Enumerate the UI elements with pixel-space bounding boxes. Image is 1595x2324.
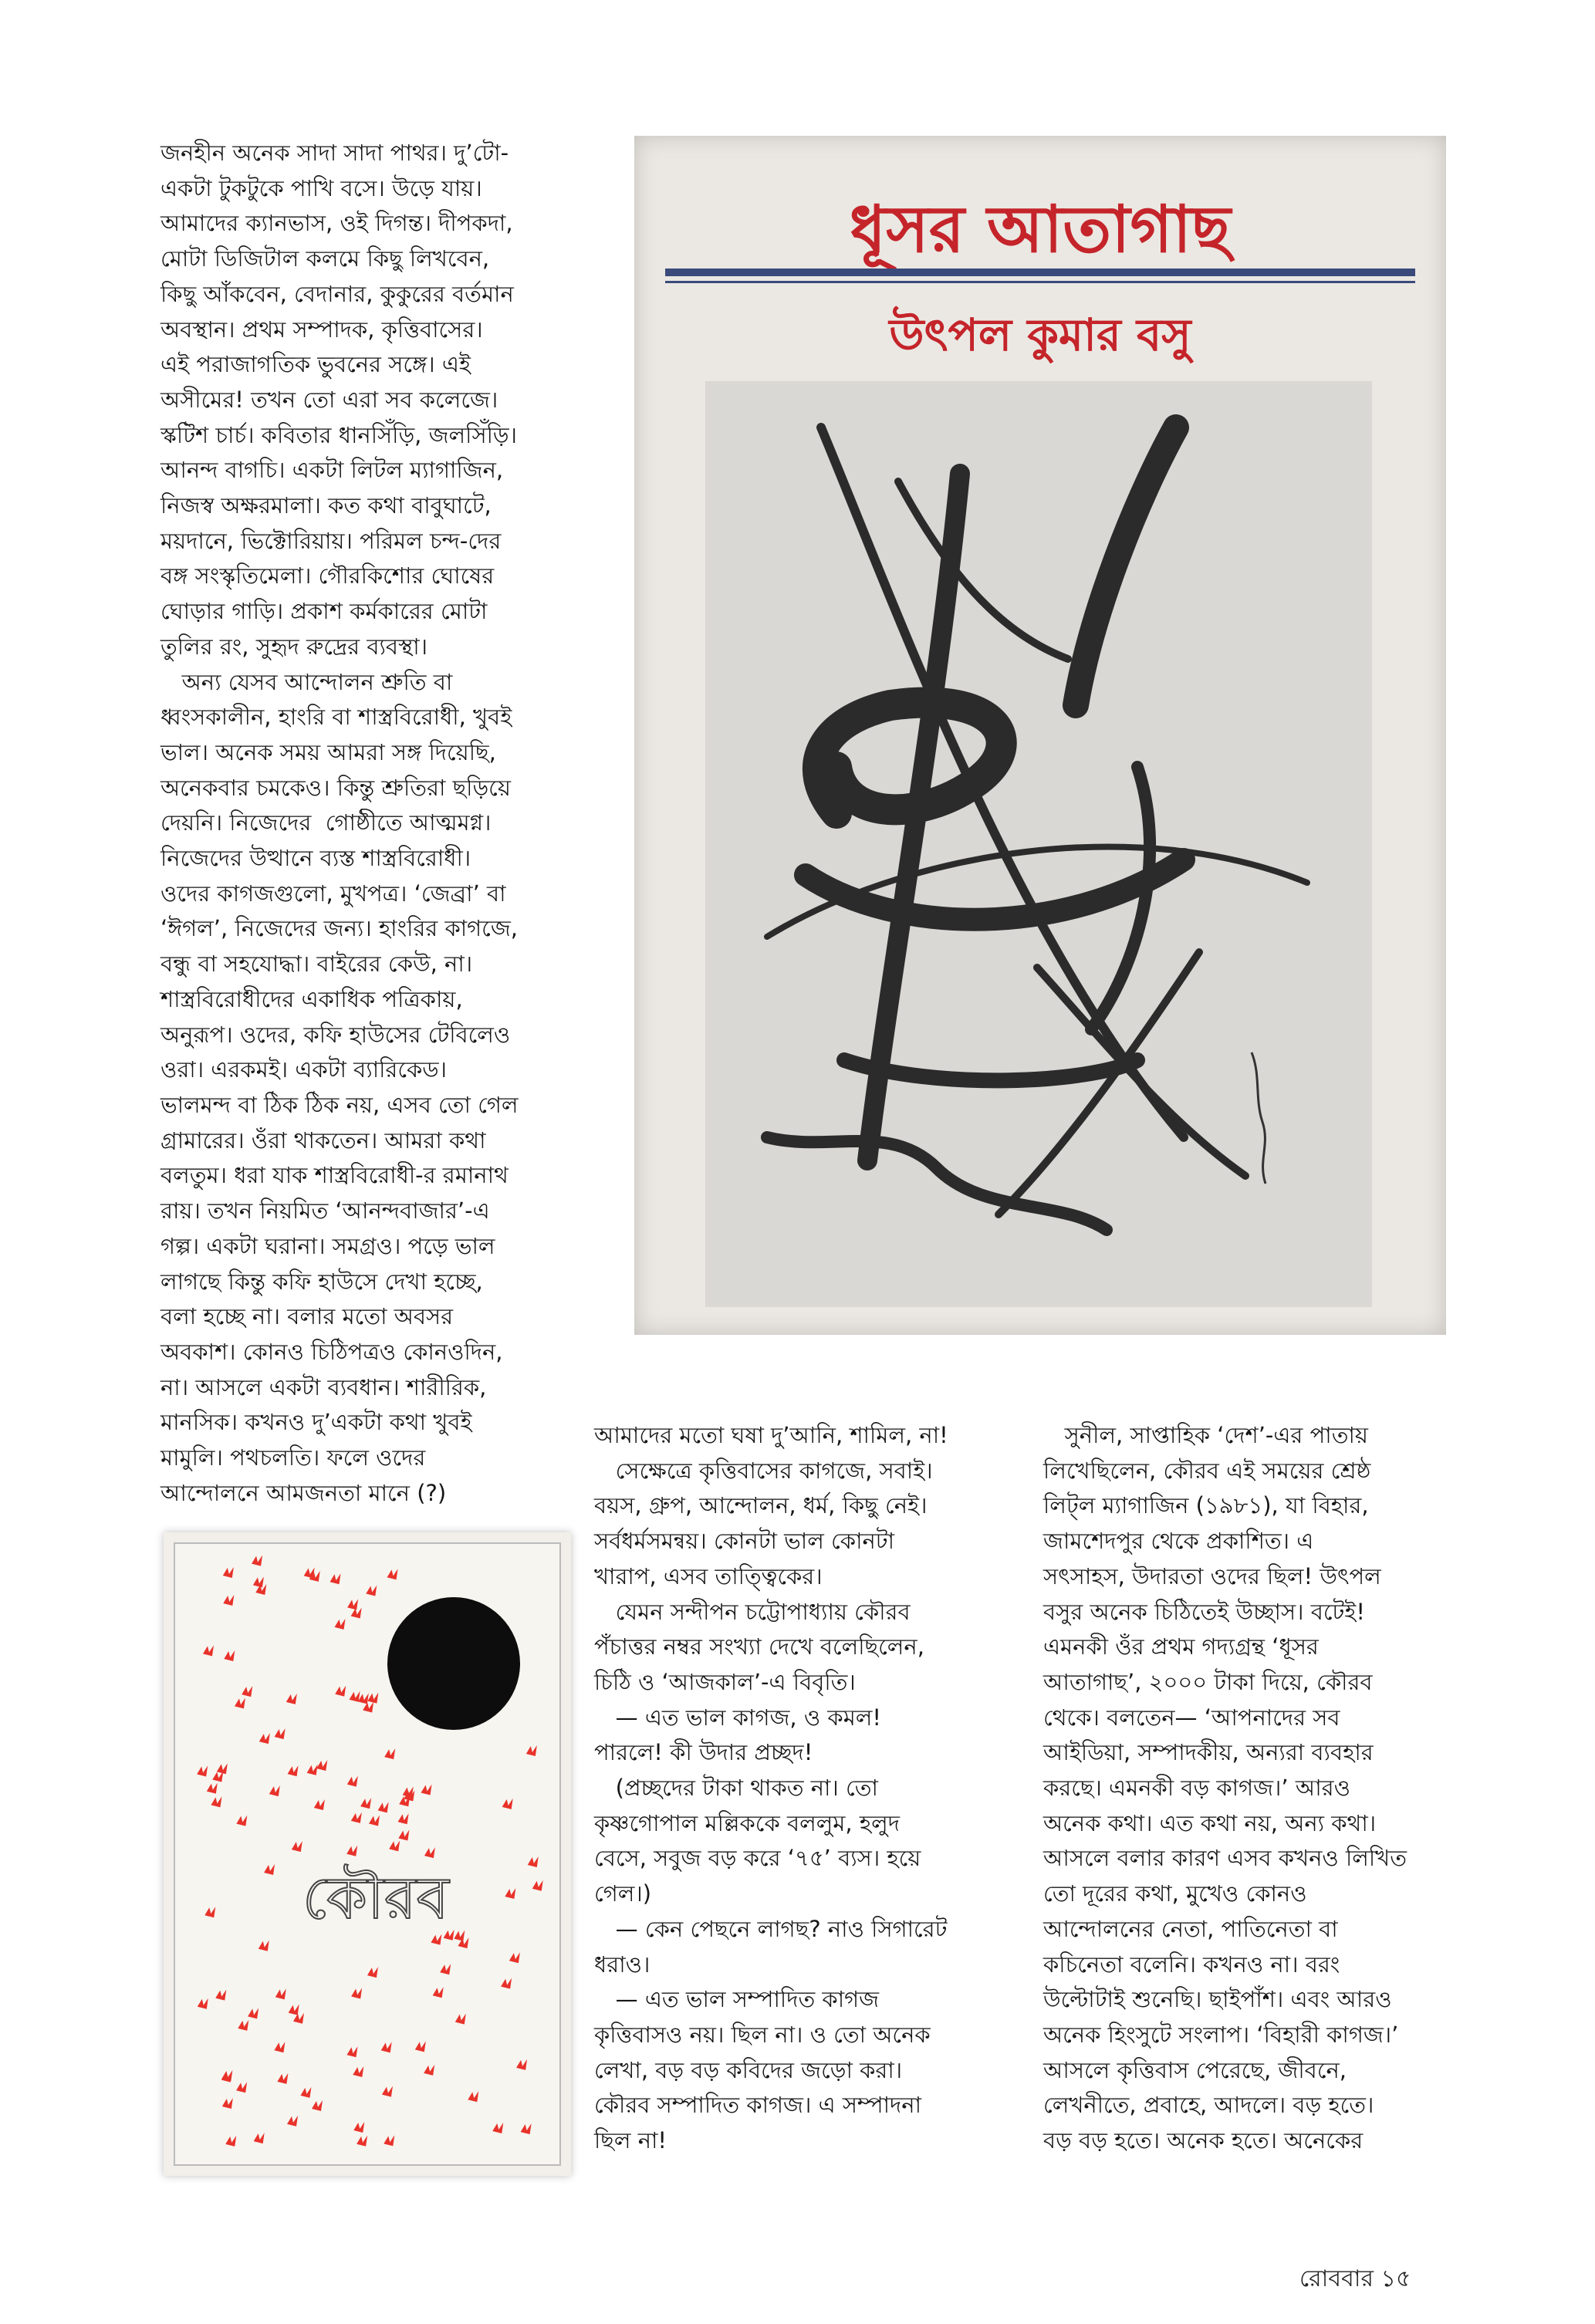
book-cover-rule-thin bbox=[665, 281, 1415, 283]
text-line: সর্বধর্মসমন্বয়। কোনটা ভাল কোনটা bbox=[594, 1528, 895, 1555]
text-line: ভালমন্দ বা ঠিক ঠিক নয়, এসব তো গেল bbox=[161, 1091, 519, 1118]
text-line: জামশেদপুর থেকে প্রকাশিত। এ bbox=[1043, 1528, 1314, 1555]
text-line: নিজস্ব অক্ষরমালা। কত কথা বাবুঘাটে, bbox=[161, 492, 492, 519]
text-line: মোটা ডিজিটাল কলমে কিছু লিখবেন, bbox=[161, 245, 490, 272]
text-line: বড় বড় হতে। অনেক হতে। অনেকের bbox=[1043, 2127, 1364, 2154]
article-column-middle bbox=[594, 1418, 1026, 2159]
text-line: কিছু আঁকবেন, বেদানার, কুকুরের বর্তমান bbox=[161, 280, 514, 307]
text-line: একটা টুকটুকে পাখি বসে। উড়ে যায়। bbox=[161, 174, 482, 201]
text-line: কৃত্তিবাসও নয়। ছিল না। ও তো অনেক bbox=[594, 2021, 931, 2048]
text-line: যেমন সন্দীপন চট্টোপাধ্যায় কৌরব bbox=[594, 1598, 911, 1625]
abstract-brush-painting bbox=[705, 381, 1372, 1307]
text-line: সেক্ষেত্রে কৃত্তিবাসের কাগজে, সবাই। bbox=[594, 1457, 933, 1484]
magazine-cover-title: কৌরব bbox=[302, 1863, 449, 1932]
text-line: বন্ধু বা সহযোদ্ধা। বাইরের কেউ, না। bbox=[161, 951, 473, 978]
text-line: — কেন পেছনে লাগছ? নাও সিগারেট bbox=[594, 1915, 948, 1942]
text-line: আসলে কৃত্তিবাস পেরেছে, জীবনে, bbox=[1043, 2056, 1347, 2083]
text-line: আইডিয়া, সম্পাদকীয়, অন্যরা ব্যবহার bbox=[1043, 1739, 1374, 1766]
text-line: আমাদের মতো ঘষা দু’আনি, শামিল, না! bbox=[594, 1422, 948, 1448]
text-line: লিট্‌ল ম্যাগাজিন (১৯৮১), যা বিহার, bbox=[1043, 1492, 1369, 1519]
text-line: অবস্থান। প্রথম সম্পাদক, কৃত্তিবাসের। bbox=[161, 316, 483, 343]
text-line: লাগছে কিন্তু কফি হাউসে দেখা হচ্ছে, bbox=[161, 1268, 483, 1295]
text-line: পারলে! কী উদার প্রচ্ছদ! bbox=[594, 1739, 813, 1766]
text-line: পঁচাত্তর নম্বর সংখ্যা দেখে বলেছিলেন, bbox=[594, 1633, 924, 1660]
text-line: এই পরাজাগতিক ভুবনের সঙ্গে। এই bbox=[161, 351, 471, 378]
text-line: ভাল। অনেক সময় আমরা সঙ্গ দিয়েছি, bbox=[161, 738, 496, 765]
text-line: ছিল না! bbox=[594, 2127, 667, 2154]
text-line: উল্টোটাই শুনেছি। ছাইপাঁশ। এবং আরও bbox=[1043, 1986, 1392, 2013]
text-line: স্কটিশ চার্চ। কবিতার ধানসিঁড়ি, জলসিঁড়ি। bbox=[161, 421, 517, 448]
text-line: নিজেদের উত্থানে ব্যস্ত শাস্ত্রবিরোধী। bbox=[161, 845, 471, 872]
text-line: মানসিক। কখনও দু’একটা কথা খুবই bbox=[161, 1409, 472, 1436]
text-line: খারাপ, এসব তাত্ত্বিকের। bbox=[594, 1562, 823, 1589]
text-line: আতাগাছ’, ২০০০ টাকা দিয়ে, কৌরব bbox=[1043, 1668, 1373, 1695]
black-sun bbox=[387, 1597, 520, 1730]
text-line: অনেক হিংসুটে সংলাপ। ‘বিহারী কাগজ।’ bbox=[1043, 2021, 1399, 2048]
text-line: অন্য যেসব আন্দোলন শ্রুতি বা bbox=[161, 668, 453, 695]
book-cover-rule bbox=[665, 269, 1415, 276]
text-line: কচিনেতা বলেনি। কখনও না। বরং bbox=[1043, 1951, 1340, 1978]
page-footer: রোববার ১৫ bbox=[1299, 2265, 1411, 2292]
book-cover-author: উৎপল কুমার বসু bbox=[889, 309, 1191, 361]
text-line: আন্দোলনে আমজনতা মানে (?) bbox=[161, 1479, 447, 1506]
text-line: কৃষ্ণগোপাল মল্লিককে বললুম, হলুদ bbox=[594, 1809, 900, 1836]
article-column-right bbox=[1043, 1418, 1475, 2159]
text-line: (প্রচ্ছদের টাকা থাকত না। তো bbox=[594, 1775, 878, 1802]
text-line: মামুলি। পথচলতি। ফলে ওদের bbox=[161, 1444, 426, 1471]
text-line: শাস্ত্রবিরোধীদের একাধিক পত্রিকায়, bbox=[161, 985, 463, 1012]
text-line: লেখা, বড় বড় কবিদের জড়ো করা। bbox=[594, 2056, 903, 2083]
magazine-cover-image bbox=[164, 1532, 571, 2176]
text-line: করছে। এমনকী বড় কাগজ।’ আরও bbox=[1043, 1775, 1350, 1802]
text-line: আমাদের ক্যানভাস, ওই দিগন্ত। দীপকদা, bbox=[161, 210, 513, 237]
text-line: বেসে, সবুজ বড় করে ‘৭৫’ ব্যস। হয়ে bbox=[594, 1845, 921, 1872]
article-column-left bbox=[161, 136, 577, 1511]
text-line: অসীমের! তখন তো এরা সব কলেজে। bbox=[161, 386, 498, 413]
text-line: আন্দোলনের নেতা, পাতিনেতা বা bbox=[1043, 1915, 1338, 1942]
text-line: অনেক কথা। এত কথা নয়, অন্য কথা। bbox=[1043, 1809, 1377, 1836]
text-line: থেকে। বলতেন— ‘আপনাদের সব bbox=[1043, 1704, 1340, 1731]
text-line: এমনকী ওঁর প্রথম গদ্যগ্রন্থ ‘ধূসর bbox=[1043, 1633, 1319, 1660]
text-line: বলা হচ্ছে না। বলার মতো অবসর bbox=[161, 1303, 454, 1330]
text-line: গল্প। একটা ঘরানা। সমগ্রও। পড়ে ভাল bbox=[161, 1232, 495, 1259]
text-line: গ্রামারের। ওঁরা থাকতেন। আমরা কথা bbox=[161, 1127, 486, 1154]
text-line: গেল।) bbox=[594, 1880, 652, 1907]
text-line: না। আসলে একটা ব্যবধান। শারীরিক, bbox=[161, 1373, 487, 1400]
text-line: ওরা। এরকমই। একটা ব্যারিকেড। bbox=[161, 1056, 448, 1083]
text-line: জনহীন অনেক সাদা সাদা পাথর। দু’টো- bbox=[161, 140, 509, 166]
text-line: বঙ্গ সংস্কৃতিমেলা। গৌরকিশোর ঘোষের bbox=[161, 562, 495, 589]
text-line: রায়। তখন নিয়মিত ‘আনন্দবাজার’-এ bbox=[161, 1197, 490, 1224]
text-line: লিখেছিলেন, কৌরব এই সময়ের শ্রেষ্ঠ bbox=[1043, 1457, 1371, 1484]
text-line: কৌরব সম্পাদিত কাগজ। এ সম্পাদনা bbox=[594, 2092, 921, 2119]
text-line: সুনীল, সাপ্তাহিক ‘দেশ’-এর পাতায় bbox=[1043, 1422, 1368, 1448]
text-line: দেয়নি। নিজেদের গোষ্ঠীতে আত্মমগ্ন। bbox=[161, 809, 492, 836]
text-line: তুলির রং, সুহৃদ রুদ্রের ব্যবস্থা। bbox=[161, 633, 428, 660]
book-cover-title: ধূসর আতাগাছ bbox=[850, 191, 1231, 267]
text-line: সৎসাহস, উদারতা ওদের ছিল! উৎপল bbox=[1043, 1562, 1381, 1589]
text-line: আসলে বলার কারণ এসব কখনও লিখিত bbox=[1043, 1845, 1407, 1872]
text-line: বসুর অনেক চিঠিতেই উচ্ছাস। বটেই! bbox=[1043, 1598, 1366, 1625]
text-line: — এত ভাল কাগজ, ও কমল! bbox=[594, 1704, 882, 1731]
book-cover-image bbox=[634, 136, 1446, 1335]
text-line: চিঠি ও ‘আজকাল’-এ বিবৃতি। bbox=[594, 1668, 856, 1695]
text-line: ধরাও। bbox=[594, 1951, 651, 1978]
text-line: ওদের কাগজগুলো, মুখপত্র। ‘জেব্রা’ বা bbox=[161, 880, 506, 907]
text-line: আনন্দ বাগচি। একটা লিটল ম্যাগাজিন, bbox=[161, 457, 504, 484]
text-line: বলতুম। ধরা যাক শাস্ত্রবিরোধী-র রমানাথ bbox=[161, 1162, 509, 1189]
text-line: বয়স, গ্রুপ, আন্দোলন, ধর্ম, কিছু নেই। bbox=[594, 1492, 928, 1519]
text-line: অবকাশ। কোনও চিঠিপত্রও কোনওদিন, bbox=[161, 1338, 503, 1365]
text-line: ঘোড়ার গাড়ি। প্রকাশ কর্মকারের মোটা bbox=[161, 598, 488, 625]
text-line: ময়দানে, ভিক্টোরিয়ায়। পরিমল চন্দ-দের bbox=[161, 527, 502, 554]
text-line: অনেকবার চমকেও। কিন্তু শ্রুতিরা ছড়িয়ে bbox=[161, 774, 511, 801]
text-line: ‘ঈগল’, নিজেদের জন্য। হাংরির কাগজে, bbox=[161, 915, 519, 942]
text-line: লেখনীতে, প্রবাহে, আদলে। বড় হতে। bbox=[1043, 2092, 1374, 2119]
text-line: ধ্বংসকালীন, হাংরি বা শাস্ত্রবিরোধী, খুবই bbox=[161, 704, 512, 731]
text-line: অনুরূপ। ওদের, কফি হাউসের টেবিলেও bbox=[161, 1021, 511, 1048]
text-line: তো দূরের কথা, মুখেও কোনও bbox=[1043, 1880, 1307, 1907]
text-line: — এত ভাল সম্পাদিত কাগজ bbox=[594, 1986, 880, 2013]
